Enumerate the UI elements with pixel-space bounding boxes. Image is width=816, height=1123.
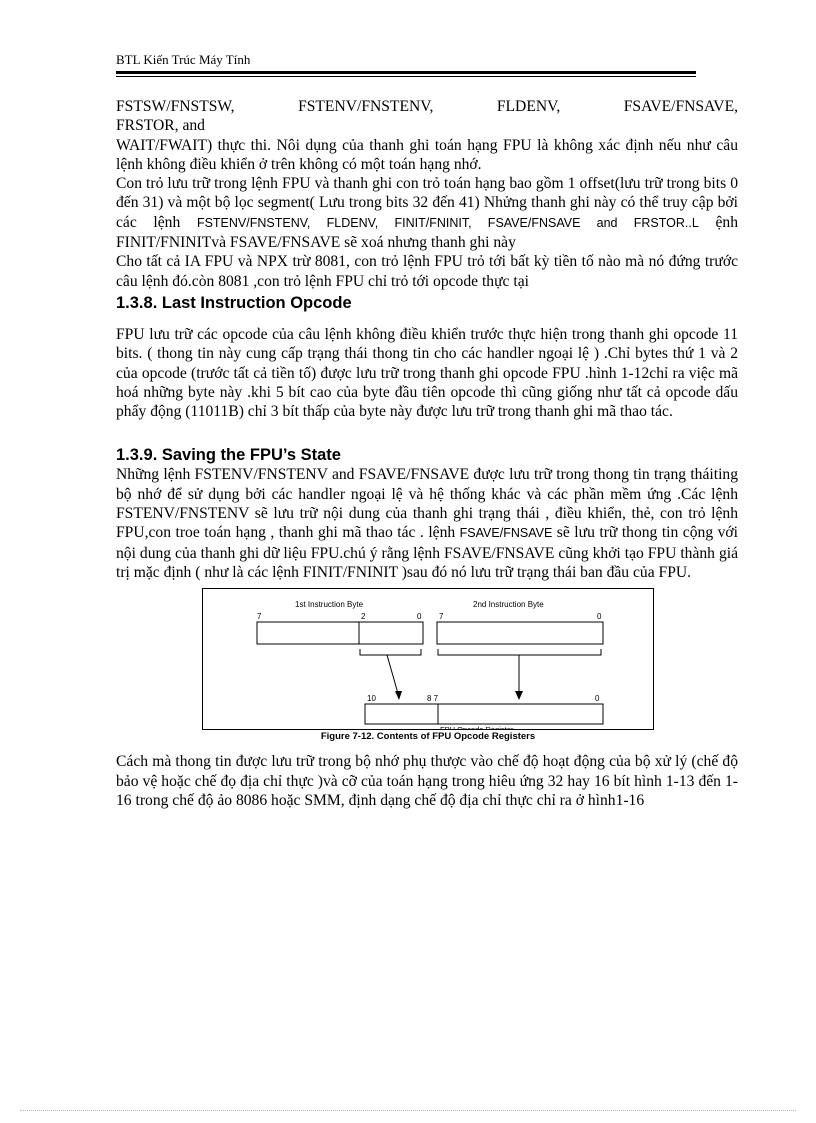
paragraph-5-text-a: Những lệnh FSTENV/FNSTENV and FSAVE/FNSAVE được lưu trữ trong thong tin trạng tháiting bộ nhớ để sử dụng bởi các handler ngoại lệ và hệ thống khác và các phần mềm ứng .Các lệnh FSTENV/FNSTENV sẽ lưu trữ nội dung của thanh ghi trạng thái , điều khiển, thẻ, con trỏ lệnh FPU,con troe toán hạng , thanh ghi mã thao tác . lệnh [116,466,738,542]
bit-label: 8 7 [427,694,439,704]
paragraph-2-instructions: FSTENV/FNSTENV, FLDENV, FINIT/FNINIT, FSAVE/FNSAVE and FRSTOR..L [196,215,699,230]
arrow-line-first [387,655,399,697]
bit-label: 0 [417,612,422,622]
fpu-opcode-register-box [365,704,603,724]
label-first-byte: 1st Instruction Byte [295,600,364,610]
paragraph-2-text-a: Con trỏ lưu trữ trong lệnh FPU và thanh ghi con trỏ toán hạng bao gồm 1 offset(lưu trữ trong bits 0 đến 31) và một bộ lọc segment( Lưu trong bits 32 đến 41) Nhửng thanh ghi này có thể truy cập bởi các lệnh [116,175,738,231]
paragraph-5-text-b: sẽ lưu trữ thong tin cộng với nội dung của thanh ghi dữ liệu FPU.chú ý rằng lệnh FSAVE/FNSAVE cũng khởi tạo FPU thành giá trị mặc định ( như là các lệnh FINIT/FNINIT )sau đó nó lưu trữ trạng thái ban đầu của FPU. [116,524,738,581]
label-second-byte: 2nd Instruction Byte [473,600,544,610]
bit-label: 0 [595,694,600,704]
opcode-register-diagram [203,589,653,729]
arrow-head-second [515,691,523,700]
bit-label: 0 [597,612,602,622]
header-rule-thick [116,71,696,74]
figure-caption: Figure 7-12. Contents of FPU Opcode Registers [320,731,536,743]
page-header: BTL Kiến Trúc Máy Tính [116,52,251,67]
bit-label: 7 [257,612,262,622]
paragraph-1-line-1: FSTSW/FNSTSW, FSTENV/FNSTENV, FLDENV, FSAVE/FNSAVE, [116,98,738,115]
section-heading-last-opcode: 1.3.8. Last Instruction Opcode [116,293,352,312]
bit-label: 7 [439,612,444,622]
first-instruction-byte-box [257,622,423,644]
second-byte-bracket [438,649,601,655]
document-body [116,97,738,810]
opcode-register-figure [202,588,654,730]
second-instruction-byte-box [437,622,603,644]
arrow-head-first [395,691,402,700]
section-heading-saving-state: 1.3.9. Saving the FPU’s State [116,446,341,465]
header-rule-thin [116,76,696,77]
paragraph-1: WAIT/FWAIT) thực thi. Nôi dụng của thanh ghi toán hạng FPU là không xác định nếu như câu lệnh không điều khiển ở trên không có một toán hạng nhớ. [116,136,738,173]
paragraph-5-instruction: FSAVE/FNSAVE [459,526,553,541]
bit-label: 10 [367,694,376,704]
paragraph-2-text-b: ệnh FINIT/FNINITvà FSAVE/FNSAVE sẽ xoá nhưng thanh ghi này [116,213,738,252]
paragraph-6: Cách mà thong tin được lưu trữ trong bộ nhớ phụ thược vào chế độ hoạt động của bộ xử lý (chế độ bảo vệ hoặc chế đọ địa chỉ thực )và cỡ của toán hạng trong hiêu ứng 32 hay 16 bít hình 1-13 đến 1-16 trong chế độ ảo 8086 hoặc SMM, định dạng chế độ địa chỉ thực chỉ ra ở hình1-16 [116,753,738,809]
paragraph-5 [116,465,738,582]
register-label [440,725,514,729]
paragraph-4: FPU lưu trữ các opcode của câu lệnh không điều khiển trước thực hiện trong thanh ghi opcode 11 bits. ( thong tin này cung cấp trạng thái thong tin cho các handler ngoại lệ ) .Chỉ bytes thứ 1 và 2 của opcode (trước tất cả tiền tố) được lưu trữ trong thanh ghi opcode FPU .hình 1-12chỉ ra việc mã hoá những byte này .khi 5 bít cao của byte đầu tiên opcode thì cũng giống như tất cả opcode dấu phẩy động (11011B) chỉ 3 bít thấp của byte này được lưu trữ trong thanh ghi mã thao tác. [116,325,738,421]
page-bottom-border [20,1110,796,1111]
paragraph-1-line-2: FRSTOR, and [116,117,205,135]
paragraph-2 [116,174,738,252]
first-byte-bracket [360,649,421,655]
paragraph-3: Cho tất cả IA FPU và NPX trừ 8081, con trỏ lệnh FPU trỏ tới bất kỳ tiền tố nào mà nó đứng trước câu lệnh đó.còn 8081 ,con trỏ lệnh FPU chỉ trỏ tới opcode thực tại [116,253,738,290]
bit-label: 2 [361,612,366,622]
